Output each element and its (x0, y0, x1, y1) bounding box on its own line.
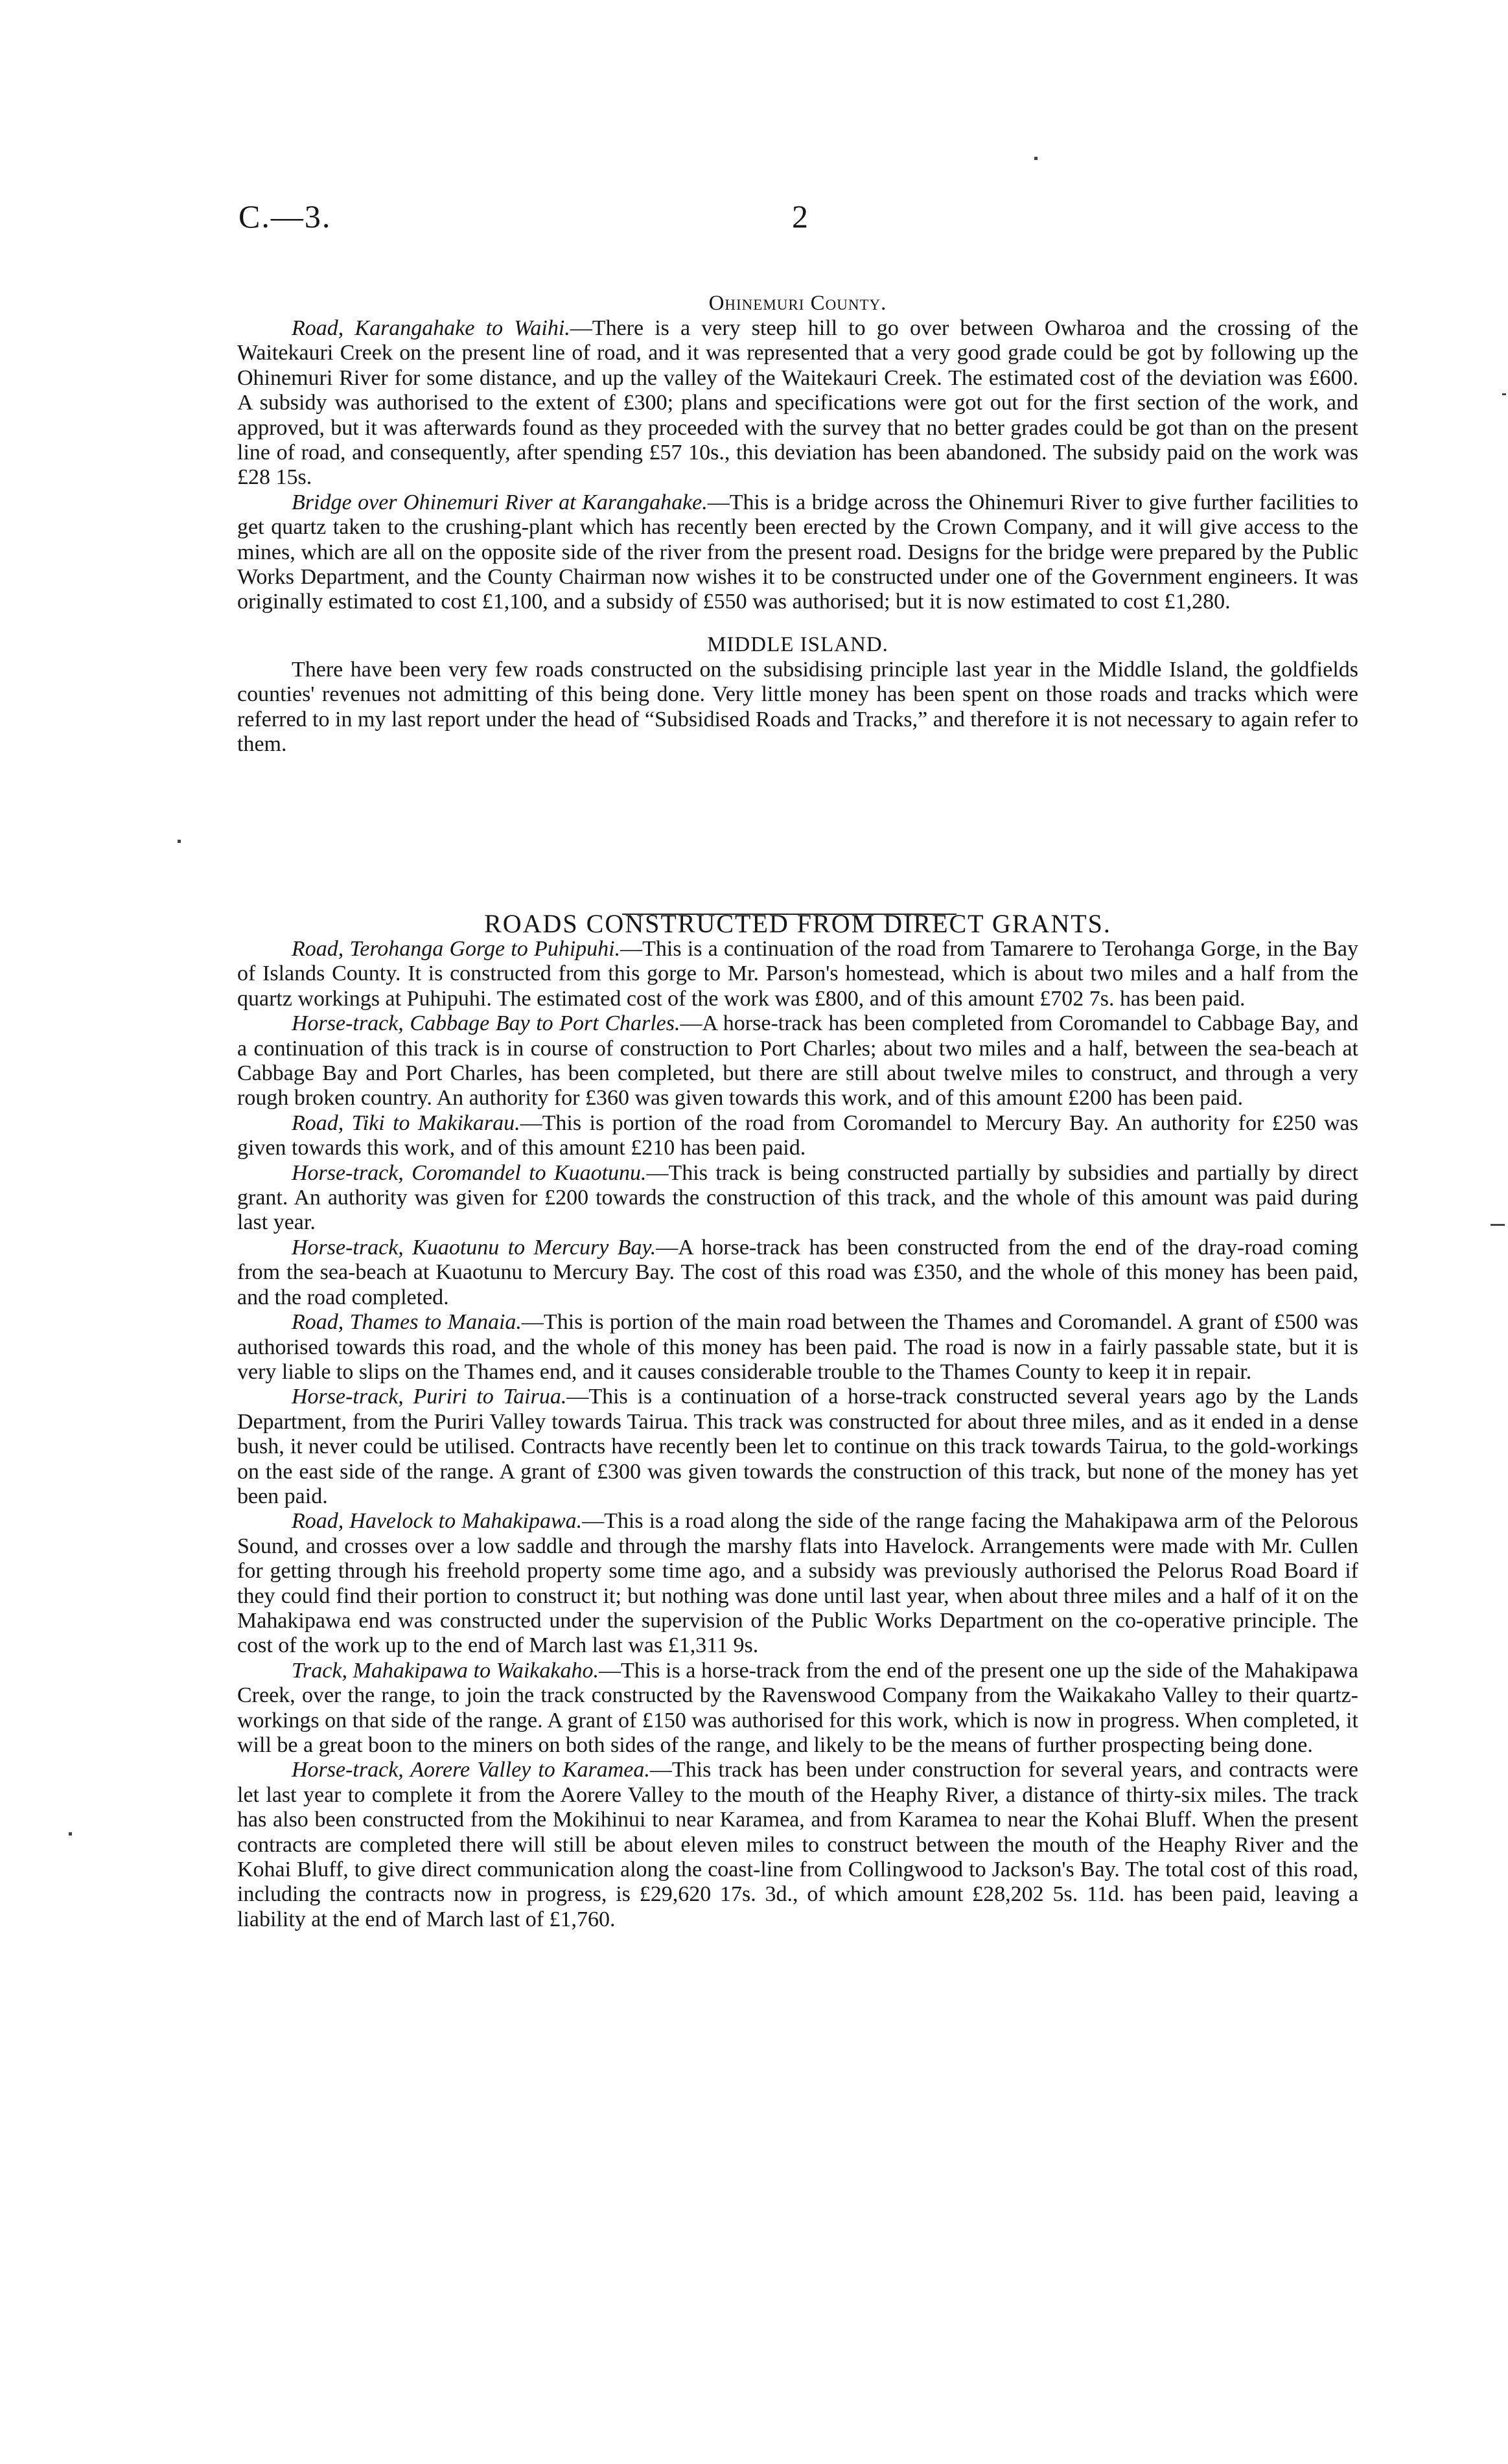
paragraph-title: Horse-track, Cabbage Bay to Port Charles. (292, 1011, 680, 1036)
scan-speck (1502, 393, 1506, 395)
paragraph-title: Horse-track, Coromandel to Kuaotunu. (292, 1160, 647, 1185)
middle-island-heading: MIDDLE ISLAND. (707, 632, 888, 656)
paragraph-text: —This is a continuation of a horse-track constructed several years ago by the Lands Department, from the Puriri Valley towards Tairua. This track was constructed for about three miles, and as it ended in a dense bush, it never could be utilised. Contracts have recently been let to continue on this track towards Tairua, to the gold-workings on the east side of the range. A grant of £300 was given towards the construction of this track, but none of the money has yet been paid. (237, 1385, 1358, 1508)
ohinemuri-heading: Ohinemuri County. (708, 292, 887, 315)
paragraph-text: —This is a bridge across the Ohinemuri River to give further facilities to get quartz taken to the crushing-plant which has recently been erected by the Crown Company, and it will give access to the mines, which are all on the opposite side of the river from the present road. Designs for the bridge were prepared by the Public Works Department, and the County Chairman now wishes it to be constructed under one of the Government engineers. It was originally estimated to cost £1,100, and a subsidy of £550 was authorised; but it is now estimated to cost £1,280. (237, 490, 1358, 614)
paragraph-title: Horse-track, Aorere Valley to Karamea. (292, 1758, 650, 1782)
paragraph-ohinemuri-bridge (237, 490, 1358, 615)
scan-speck (178, 840, 181, 843)
paragraph-puriri-tairua (237, 1385, 1358, 1509)
paragraph-text: —This is a continuation of the road from Tamarere to Terohanga Gorge, in the Bay of Islands County. It is constructed from this gorge to Mr. Parson's homestead, which is about two miles and a half from the quartz workings at Puhipuhi. The estimated cost of the work was £800, and of this amount £702 7s. has been paid. (237, 937, 1358, 1011)
paragraph-middle-island: There have been very few roads constructed on the subsidising principle last year in the Middle Island, the goldfields counties' revenues not admitting of this being done. Very little money has been spent on those roads and tracks which were referred to in my last report under the head of “Subsidised Roads and Tracks,” and therefore it is not necessary to again refer to them. (237, 657, 1358, 757)
paragraph-tiki-makikarau (237, 1111, 1358, 1161)
paragraph-thames-manaia (237, 1310, 1358, 1385)
direct-grants-section (237, 911, 1358, 1932)
paragraph-coromandel-kuaotunu (237, 1161, 1358, 1236)
paragraph-text: —This track is being constructed partially by subsidies and partially by direct grant. An authority was given for £200 towards the construction of this track, and the whole of this amount was paid during last year. (237, 1160, 1358, 1235)
paragraph-terohanga-puhipuhi (237, 937, 1358, 1011)
paragraph-aorere-karamea (237, 1758, 1358, 1932)
paragraph-title: Road, Thames to Manaia. (292, 1310, 522, 1335)
paragraph-title: Bridge over Ohinemuri River at Karangahake. (292, 490, 708, 514)
paragraph-title: Road, Karangahake to Waihi. (292, 316, 570, 340)
paragraph-text: —This is portion of the main road between the Thames and Coromandel. A grant of £500 was authorised towards this road, and the whole of this money has been paid. The road is now in a fairly passable state, but it is very liable to slips on the Thames end, and it causes considerable trouble to the Thames County to keep it in repair. (237, 1310, 1358, 1384)
paragraph-text: —This is portion of the road from Coromandel to Mercury Bay. An authority for £250 was given towards this work, and of this amount £210 has been paid. (237, 1111, 1358, 1160)
paragraph-text: —This track has been under construction for several years, and contracts were let last year to complete it from the Aorere Valley to the mouth of the Heaphy River, a distance of thirty-six miles. The track has also been constructed from the Mokihinui to near Karamea, and from Karamea to near the Kohai Bluff. When the present contracts are completed there will still be about eleven miles to construct between the mouth of the Heaphy River and the Kohai Bluff, to give direct communication along the coast-line from Collingwood to Jackson's Bay. The total cost of this road, including the contracts now in progress, is £29,620 17s. 3d., of which amount £28,202 5s. 11d. has been paid, leaving a liability at the end of March last of £1,760. (237, 1758, 1358, 1931)
paragraph-cabbage-bay-port-charles (237, 1011, 1358, 1111)
paragraph-title: Horse-track, Puriri to Tairua. (292, 1385, 567, 1409)
paragraph-title: Track, Mahakipawa to Waikakaho. (292, 1658, 599, 1683)
paragraph-kuaotunu-mercury-bay (237, 1236, 1358, 1310)
paragraph-title: Horse-track, Kuaotunu to Mercury Bay. (292, 1235, 656, 1260)
paragraph-havelock-mahakipawa (237, 1509, 1358, 1658)
paragraph-text: —A horse-track has been constructed from the end of the dray-road coming from the sea-beach at Kuaotunu to Mercury Bay. The cost of this road was £350, and the whole of this money has been paid, and the road completed. (237, 1235, 1359, 1309)
document-reference: C.—3. (238, 198, 332, 235)
paragraph-text: —A horse-track has been completed from Coromandel to Cabbage Bay, and a continuation of this track is in course of construction to Port Charles; about two miles and a half, between the sea-beach at Cabbage Bay and Port Charles, has been completed, but there are still about twelve miles to construct, and through a very rough broken country. An authority for £360 was given towards this work, and of this amount £200 has been paid. (237, 1011, 1358, 1111)
upper-section (237, 290, 1358, 757)
scan-speck (1491, 1224, 1505, 1226)
paragraph-text: —There is a very steep hill to go over between Owharoa and the crossing of the Waitekauri Creek on the present line of road, and it was represented that a very good grade could be got by following up the Ohinemuri River for some distance, and up the valley of the Waitekauri Creek. The estimated cost of the deviation was £600. A subsidy was authorised to the extent of £300; plans and specifications were got out for the first section of the work, and approved, but it was afterwards found as they proceeded with the survey that no better grades could be got than on the present line of road, and consequently, after spending £57 10s., this deviation has been abandoned. The subsidy paid on the work was £28 15s. (237, 316, 1358, 490)
paragraph-title: Road, Terohanga Gorge to Puhipuhi. (292, 937, 621, 961)
scan-speck (1034, 157, 1038, 160)
page-number: 2 (792, 198, 808, 235)
paragraph-text: —This is a road along the side of the range facing the Mahakipawa arm of the Pelorous Sound, and crosses over a low saddle and through the marshy flats into Havelock. Arrangements were made with Mr. Cullen for getting through his freehold property some time ago, and a subsidy was previously authorised the Pelorus Road Board if they could find their portion to construct it; but nothing was done until last year, when about three miles and a half of it on the Mahakipawa end was constructed under the supervision of the Public Works Department on the co-operative principle. The cost of the work up to the end of March last was £1,311 9s. (237, 1509, 1358, 1658)
paragraph-karangahake-waihi (237, 316, 1358, 490)
direct-grants-heading: ROADS CONSTRUCTED FROM DIRECT GRANTS. (484, 909, 1111, 938)
paragraph-title: Road, Tiki to Makikarau. (292, 1111, 520, 1135)
paragraph-title: Road, Havelock to Mahakipawa. (292, 1509, 583, 1534)
paragraph-text: —This is a horse-track from the end of the present one up the side of the Mahakipawa Creek, over the range, to join the track constructed by the Ravenswood Company from the Waikakaho Valley to their quartz-workings on that side of the range. A grant of £150 was authorised for this work, which is now in progress. When completed, it will be a great boon to the miners on both sides of the range, and likely to be the means of further prospecting being done. (237, 1658, 1358, 1757)
scan-speck (69, 1832, 72, 1836)
paragraph-mahakipawa-waikakaho (237, 1659, 1358, 1758)
